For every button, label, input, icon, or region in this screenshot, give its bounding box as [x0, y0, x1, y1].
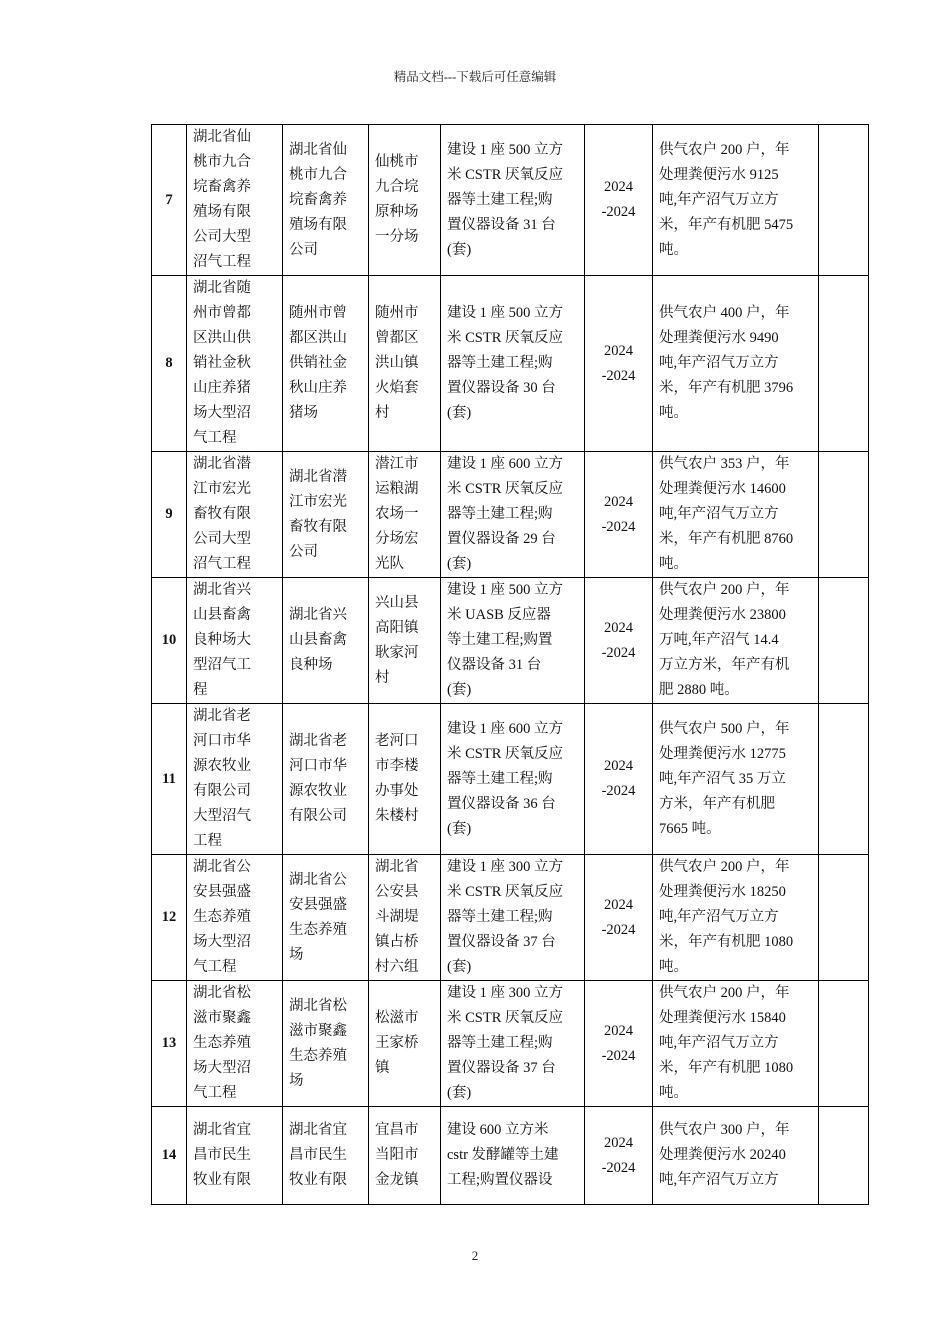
benefit-cell-line: 处理粪便污水 12775: [659, 745, 786, 762]
location-cell-line: 市李楼: [375, 758, 419, 774]
remarks-cell: [819, 1107, 869, 1205]
location-cell-line: 村: [375, 405, 390, 421]
location-cell-line: 老河口: [375, 733, 419, 749]
remarks-cell: [819, 276, 869, 452]
owner-cell-line: 湖北省仙: [289, 141, 347, 158]
location-cell-line: 九合垸: [375, 179, 419, 195]
project-name-cell-line: 滋市聚鑫: [193, 1010, 251, 1026]
owner-cell-line: 生态养殖: [289, 921, 347, 938]
location-cell-line: 运粮湖: [375, 481, 419, 497]
location-cell-line: 洪山镇: [375, 355, 419, 371]
period-cell-line: -2024: [601, 921, 636, 938]
benefit-cell-line: 米，年产有机肥 1080: [659, 1060, 794, 1076]
period-cell: [585, 981, 653, 1107]
project-name-cell-line: 垸畜禽养: [193, 179, 251, 195]
owner-cell-line: 垸畜禽养: [289, 191, 347, 208]
project-name-cell-line: 殖场有限: [193, 204, 251, 220]
benefit-cell-line: 吨。: [659, 959, 688, 975]
owner-cell-line: 公司: [289, 543, 318, 560]
period-cell: [585, 578, 653, 704]
construction-content-cell-line: (套): [447, 820, 472, 837]
page-header: 精品文档---下载后可任意编辑: [393, 70, 557, 84]
project-name-cell-line: 生态养殖: [193, 1035, 251, 1051]
construction-content-cell-line: 米 CSTR 厌氧反应: [447, 330, 564, 346]
construction-content-cell-line: (套): [447, 682, 472, 698]
project-name-cell-line: 河口市华: [193, 733, 251, 749]
location-cell-line: 松滋市: [375, 1010, 419, 1026]
project-name-cell-line: 区洪山供: [193, 330, 251, 346]
period-cell-line: 2024: [604, 896, 633, 913]
construction-content-cell-line: 器等土建工程;购: [447, 909, 553, 925]
construction-content-cell-line: cstr 发酵罐等土建: [447, 1147, 559, 1163]
construction-content-cell: [441, 125, 585, 276]
benefit-cell-line: 处理粪便污水 20240: [659, 1147, 786, 1163]
construction-content-cell-line: 建设 1 座 300 立方: [447, 985, 563, 1001]
location-cell-line: 办事处: [375, 783, 419, 799]
construction-content-cell-line: 米 CSTR 厌氧反应: [447, 166, 564, 183]
benefit-cell-line: 米，年产有机肥 1080: [659, 934, 794, 950]
project-name-cell-line: 江市宏光: [193, 481, 251, 497]
location-cell-line: 湖北省: [375, 859, 419, 875]
period-cell-line: -2024: [601, 1047, 636, 1064]
benefit-cell-line: 供气农户 200 户，年: [659, 859, 790, 875]
period-cell: [585, 855, 653, 981]
construction-content-cell-line: (套): [447, 241, 472, 258]
owner-cell: [283, 452, 369, 578]
row-number: 8: [152, 276, 187, 452]
location-cell-line: 公安县: [375, 884, 419, 900]
owner-cell-line: 昌市民生: [289, 1147, 347, 1163]
benefit-cell-line: 处理粪便污水 18250: [659, 884, 786, 900]
location-cell-line: 光队: [375, 556, 404, 572]
period-cell-line: 2024: [604, 179, 633, 195]
construction-content-cell-line: 器等土建工程;购: [447, 191, 553, 208]
owner-cell-line: 生态养殖: [289, 1047, 347, 1064]
period-cell: [585, 452, 653, 578]
location-cell: [369, 981, 441, 1107]
project-name-cell-line: 州市曾都: [193, 305, 251, 321]
location-cell-line: 当阳市: [375, 1147, 419, 1163]
benefit-cell-line: 供气农户 400 户，年: [659, 305, 790, 321]
row-number: 7: [152, 125, 187, 276]
benefit-cell-line: 处理粪便污水 9125: [659, 166, 779, 183]
benefit-cell-line: 供气农户 200 户，年: [659, 582, 790, 598]
project-name-cell-line: 沼气工程: [193, 254, 251, 270]
owner-cell: [283, 276, 369, 452]
benefit-cell-line: 万吨,年产沼气 14.4: [659, 632, 779, 648]
benefit-cell-line: 处理粪便污水 23800: [659, 607, 786, 623]
project-name-cell: [187, 125, 283, 276]
benefit-cell: [653, 276, 819, 452]
project-name-cell-line: 沼气工程: [193, 556, 251, 572]
construction-content-cell-line: 置仪器设备 36 台: [447, 795, 556, 812]
location-cell-line: 村: [375, 669, 390, 686]
benefit-cell-line: 吨,年产沼气万立方: [659, 1035, 779, 1051]
owner-cell-line: 桃市九合: [289, 166, 347, 183]
row-number: 10: [152, 578, 187, 704]
benefit-cell: [653, 452, 819, 578]
project-name-cell-line: 型沼气工: [193, 657, 251, 673]
location-cell: [369, 452, 441, 578]
location-cell: [369, 1107, 441, 1205]
location-cell-line: 曾都区: [375, 330, 419, 346]
benefit-cell-line: 吨,年产沼气万立方: [659, 1172, 779, 1188]
owner-cell-line: 猪场: [289, 405, 318, 421]
construction-content-cell-line: 置仪器设备 29 台: [447, 531, 556, 547]
owner-cell: [283, 578, 369, 704]
construction-content-cell: [441, 855, 585, 981]
project-name-cell-line: 场大型沼: [193, 934, 251, 950]
period-cell-line: 2024: [604, 342, 633, 359]
construction-content-cell-line: (套): [447, 405, 472, 421]
construction-content-cell-line: 置仪器设备 30 台: [447, 380, 556, 396]
benefit-cell-line: 吨,年产沼气万立方: [659, 909, 779, 925]
row-number: 12: [152, 855, 187, 981]
table-row: [152, 704, 869, 855]
location-cell-line: 金龙镇: [375, 1172, 419, 1188]
project-name-cell-line: 畜牧有限: [193, 506, 251, 522]
location-cell-line: 分场宏: [375, 531, 419, 547]
project-name-cell: [187, 981, 283, 1107]
project-name-cell-line: 公司大型: [193, 531, 251, 547]
remarks-cell: [819, 855, 869, 981]
project-name-cell-line: 气工程: [193, 959, 237, 975]
benefit-cell-line: 吨。: [659, 241, 688, 258]
construction-content-cell-line: 建设 1 座 600 立方: [447, 720, 563, 737]
project-name-cell-line: 湖北省随: [193, 280, 251, 296]
table-row: [152, 276, 869, 452]
owner-cell-line: 湖北省潜: [289, 468, 347, 485]
benefit-cell-line: 供气农户 500 户，年: [659, 720, 790, 737]
row-number: 14: [152, 1107, 187, 1205]
project-name-cell: [187, 452, 283, 578]
benefit-cell: [653, 125, 819, 276]
location-cell: [369, 704, 441, 855]
project-name-cell-line: 昌市民生: [193, 1147, 251, 1163]
table-row: [152, 855, 869, 981]
project-name-cell-line: 生态养殖: [193, 909, 251, 925]
location-cell-line: 村六组: [375, 959, 419, 975]
location-cell-line: 耿家河: [375, 644, 419, 661]
owner-cell: [283, 704, 369, 855]
location-cell-line: 火焰套: [375, 380, 419, 396]
period-cell: [585, 1107, 653, 1205]
project-name-cell-line: 山庄养猪: [193, 380, 251, 396]
construction-content-cell-line: 建设 1 座 600 立方: [447, 456, 563, 472]
period-cell-line: 2024: [604, 758, 633, 774]
page-number: 2: [471, 1248, 479, 1263]
construction-content-cell-line: 器等土建工程;购: [447, 1035, 553, 1051]
benefit-cell: [653, 1107, 819, 1205]
project-name-cell-line: 公司大型: [193, 229, 251, 245]
benefit-cell-line: 吨。: [659, 556, 688, 572]
location-cell-line: 高阳镇: [375, 619, 419, 636]
benefit-cell-line: 米，年产有机肥 5475: [659, 216, 794, 233]
project-name-cell-line: 湖北省老: [193, 708, 251, 724]
owner-cell-line: 湖北省老: [289, 733, 347, 749]
construction-content-cell-line: 建设 1 座 500 立方: [447, 141, 563, 158]
construction-content-cell: [441, 981, 585, 1107]
location-cell-line: 一分场: [375, 229, 419, 245]
project-name-cell-line: 销社金秋: [193, 355, 251, 371]
period-cell-line: -2024: [601, 518, 636, 535]
owner-cell-line: 湖北省公: [289, 871, 347, 888]
table-row: [152, 125, 869, 276]
project-name-cell-line: 有限公司: [193, 783, 251, 799]
benefit-cell-line: 米，年产有机肥 8760: [659, 531, 794, 547]
owner-cell-line: 都区洪山: [289, 330, 347, 346]
benefit-cell-line: 米，年产有机肥 3796: [659, 380, 794, 396]
benefit-cell-line: 7665 吨。: [659, 820, 721, 837]
construction-content-cell-line: 仪器设备 31 台: [447, 657, 542, 673]
period-cell-line: -2024: [601, 783, 636, 799]
owner-cell-line: 随州市曾: [289, 305, 347, 321]
project-name-cell-line: 湖北省松: [193, 985, 251, 1001]
construction-content-cell-line: (套): [447, 1085, 472, 1101]
construction-content-cell-line: 器等土建工程;购: [447, 506, 553, 522]
construction-content-cell: [441, 578, 585, 704]
benefit-cell: [653, 855, 819, 981]
project-name-cell-line: 牧业有限: [193, 1172, 251, 1188]
project-name-cell-line: 湖北省仙: [193, 129, 251, 145]
benefit-cell-line: 供气农户 200 户，年: [659, 141, 790, 158]
table-row: [152, 452, 869, 578]
period-cell-line: -2024: [601, 204, 636, 220]
location-cell: [369, 855, 441, 981]
period-cell: [585, 704, 653, 855]
construction-content-cell-line: 建设 1 座 500 立方: [447, 582, 563, 598]
project-name-cell: [187, 578, 283, 704]
construction-content-cell-line: 置仪器设备 37 台: [447, 934, 556, 950]
owner-cell-line: 湖北省松: [289, 997, 347, 1014]
location-cell-line: 朱楼村: [375, 808, 419, 824]
construction-content-cell: [441, 276, 585, 452]
row-number: 13: [152, 981, 187, 1107]
location-cell-line: 潜江市: [375, 456, 419, 472]
period-cell-line: 2024: [604, 1022, 633, 1039]
project-name-cell-line: 山县畜禽: [193, 607, 251, 623]
owner-cell: [283, 981, 369, 1107]
project-name-cell-line: 工程: [193, 833, 222, 849]
benefit-cell-line: 吨,年产沼气万立方: [659, 506, 779, 522]
project-name-cell-line: 桃市九合: [193, 154, 251, 170]
benefit-cell: [653, 578, 819, 704]
project-name-cell-line: 安县强盛: [193, 884, 251, 900]
project-name-cell-line: 程: [193, 682, 208, 698]
row-number: 11: [152, 704, 187, 855]
owner-cell-line: 供销社金: [289, 355, 347, 371]
location-cell-line: 镇占桥: [375, 934, 419, 950]
benefit-cell-line: 处理粪便污水 9490: [659, 330, 779, 346]
project-name-cell-line: 湖北省宜: [193, 1122, 251, 1138]
remarks-cell: [819, 578, 869, 704]
owner-cell-line: 殖场有限: [289, 216, 347, 233]
benefit-cell-line: 处理粪便污水 14600: [659, 481, 786, 497]
construction-content-cell-line: (套): [447, 556, 472, 572]
period-cell: [585, 125, 653, 276]
location-cell: [369, 125, 441, 276]
project-name-cell-line: 良种场大: [193, 632, 251, 648]
construction-content-cell-line: 米 CSTR 厌氧反应: [447, 1010, 564, 1026]
benefit-cell-line: 方米，年产有机肥: [659, 795, 775, 812]
construction-content-cell-line: 建设 600 立方米: [447, 1122, 549, 1138]
table-row: [152, 981, 869, 1107]
benefit-cell-line: 万立方米，年产有机: [659, 657, 790, 673]
project-name-cell: [187, 1107, 283, 1205]
remarks-cell: [819, 125, 869, 276]
location-cell-line: 斗湖堤: [375, 909, 419, 925]
project-name-cell-line: 大型沼气: [193, 808, 251, 824]
owner-cell-line: 江市宏光: [289, 493, 347, 510]
remarks-cell: [819, 981, 869, 1107]
owner-cell-line: 滋市聚鑫: [289, 1022, 347, 1039]
owner-cell-line: 良种场: [289, 657, 333, 673]
period-cell-line: -2024: [601, 367, 636, 384]
benefit-cell-line: 供气农户 353 户，年: [659, 456, 790, 472]
construction-content-cell: [441, 704, 585, 855]
construction-content-cell-line: 建设 1 座 500 立方: [447, 305, 563, 321]
location-cell-line: 宜昌市: [375, 1122, 419, 1138]
benefit-cell-line: 供气农户 200 户，年: [659, 985, 790, 1001]
construction-content-cell-line: 等土建工程;购置: [447, 632, 553, 648]
benefit-cell-line: 处理粪便污水 15840: [659, 1010, 786, 1026]
project-name-cell-line: 湖北省兴: [193, 582, 251, 598]
location-cell-line: 兴山县: [375, 594, 419, 611]
construction-content-cell-line: 建设 1 座 300 立方: [447, 859, 563, 875]
location-cell-line: 农场一: [375, 506, 419, 522]
location-cell-line: 仙桃市: [375, 154, 419, 170]
location-cell-line: 镇: [375, 1060, 390, 1076]
table-body: [152, 125, 869, 1205]
project-name-cell-line: 源农牧业: [193, 758, 251, 774]
construction-content-cell-line: 米 CSTR 厌氧反应: [447, 481, 564, 497]
owner-cell: [283, 1107, 369, 1205]
owner-cell-line: 场: [289, 946, 304, 963]
owner-cell-line: 公司: [289, 241, 318, 258]
construction-content-cell: [441, 452, 585, 578]
table-row: [152, 578, 869, 704]
construction-content-cell-line: 器等土建工程;购: [447, 355, 553, 371]
owner-cell-line: 安县强盛: [289, 896, 347, 913]
benefit-cell-line: 供气农户 300 户，年: [659, 1122, 790, 1138]
project-name-cell-line: 场大型沼: [193, 1060, 251, 1076]
benefit-cell: [653, 704, 819, 855]
project-name-cell-line: 气工程: [193, 1085, 237, 1101]
construction-content-cell-line: 米 CSTR 厌氧反应: [447, 745, 564, 762]
owner-cell-line: 牧业有限: [289, 1172, 347, 1188]
period-cell: [585, 276, 653, 452]
owner-cell-line: 场: [289, 1072, 304, 1089]
location-cell-line: 王家桥: [375, 1035, 419, 1051]
construction-content-cell-line: 米 UASB 反应器: [447, 607, 551, 623]
construction-content-cell-line: 器等土建工程;购: [447, 770, 553, 787]
remarks-cell: [819, 452, 869, 578]
location-cell-line: 随州市: [375, 305, 419, 321]
table-row: [152, 1107, 869, 1205]
location-cell: [369, 276, 441, 452]
construction-content-cell-line: 置仪器设备 31 台: [447, 216, 556, 233]
benefit-cell: [653, 981, 819, 1107]
benefit-cell-line: 吨。: [659, 1085, 688, 1101]
construction-content-cell: [441, 1107, 585, 1205]
benefit-cell-line: 吨,年产沼气万立方: [659, 191, 779, 208]
project-name-cell-line: 气工程: [193, 430, 237, 446]
period-cell-line: 2024: [604, 493, 633, 510]
location-cell: [369, 578, 441, 704]
period-cell-line: 2024: [604, 1134, 633, 1151]
benefit-cell-line: 吨,年产沼气 35 万立: [659, 770, 786, 787]
benefit-cell-line: 肥 2880 吨。: [659, 682, 739, 698]
project-name-cell: [187, 704, 283, 855]
owner-cell-line: 源农牧业: [289, 783, 347, 799]
period-cell-line: -2024: [601, 1159, 636, 1176]
construction-content-cell-line: 置仪器设备 37 台: [447, 1060, 556, 1076]
project-name-cell-line: 场大型沼: [193, 405, 251, 421]
period-cell-line: -2024: [601, 644, 636, 661]
owner-cell-line: 河口市华: [289, 758, 347, 774]
owner-cell: [283, 125, 369, 276]
project-name-cell-line: 湖北省潜: [193, 456, 251, 472]
project-name-cell: [187, 276, 283, 452]
benefit-cell-line: 吨,年产沼气万立方: [659, 355, 779, 371]
construction-content-cell-line: 工程;购置仪器设: [447, 1172, 553, 1188]
benefit-cell-line: 吨。: [659, 405, 688, 421]
owner-cell: [283, 855, 369, 981]
project-name-cell: [187, 855, 283, 981]
owner-cell-line: 有限公司: [289, 808, 347, 824]
owner-cell-line: 秋山庄养: [289, 380, 347, 396]
remarks-cell: [819, 704, 869, 855]
location-cell-line: 原种场: [375, 204, 419, 220]
project-table: [151, 124, 869, 1205]
construction-content-cell-line: 米 CSTR 厌氧反应: [447, 884, 564, 900]
owner-cell-line: 山县畜禽: [289, 632, 347, 648]
row-number: 9: [152, 452, 187, 578]
project-name-cell-line: 湖北省公: [193, 859, 251, 875]
construction-content-cell-line: (套): [447, 959, 472, 975]
period-cell-line: 2024: [604, 619, 633, 636]
owner-cell-line: 湖北省兴: [289, 607, 347, 623]
owner-cell-line: 湖北省宜: [289, 1122, 347, 1138]
owner-cell-line: 畜牧有限: [289, 518, 347, 535]
